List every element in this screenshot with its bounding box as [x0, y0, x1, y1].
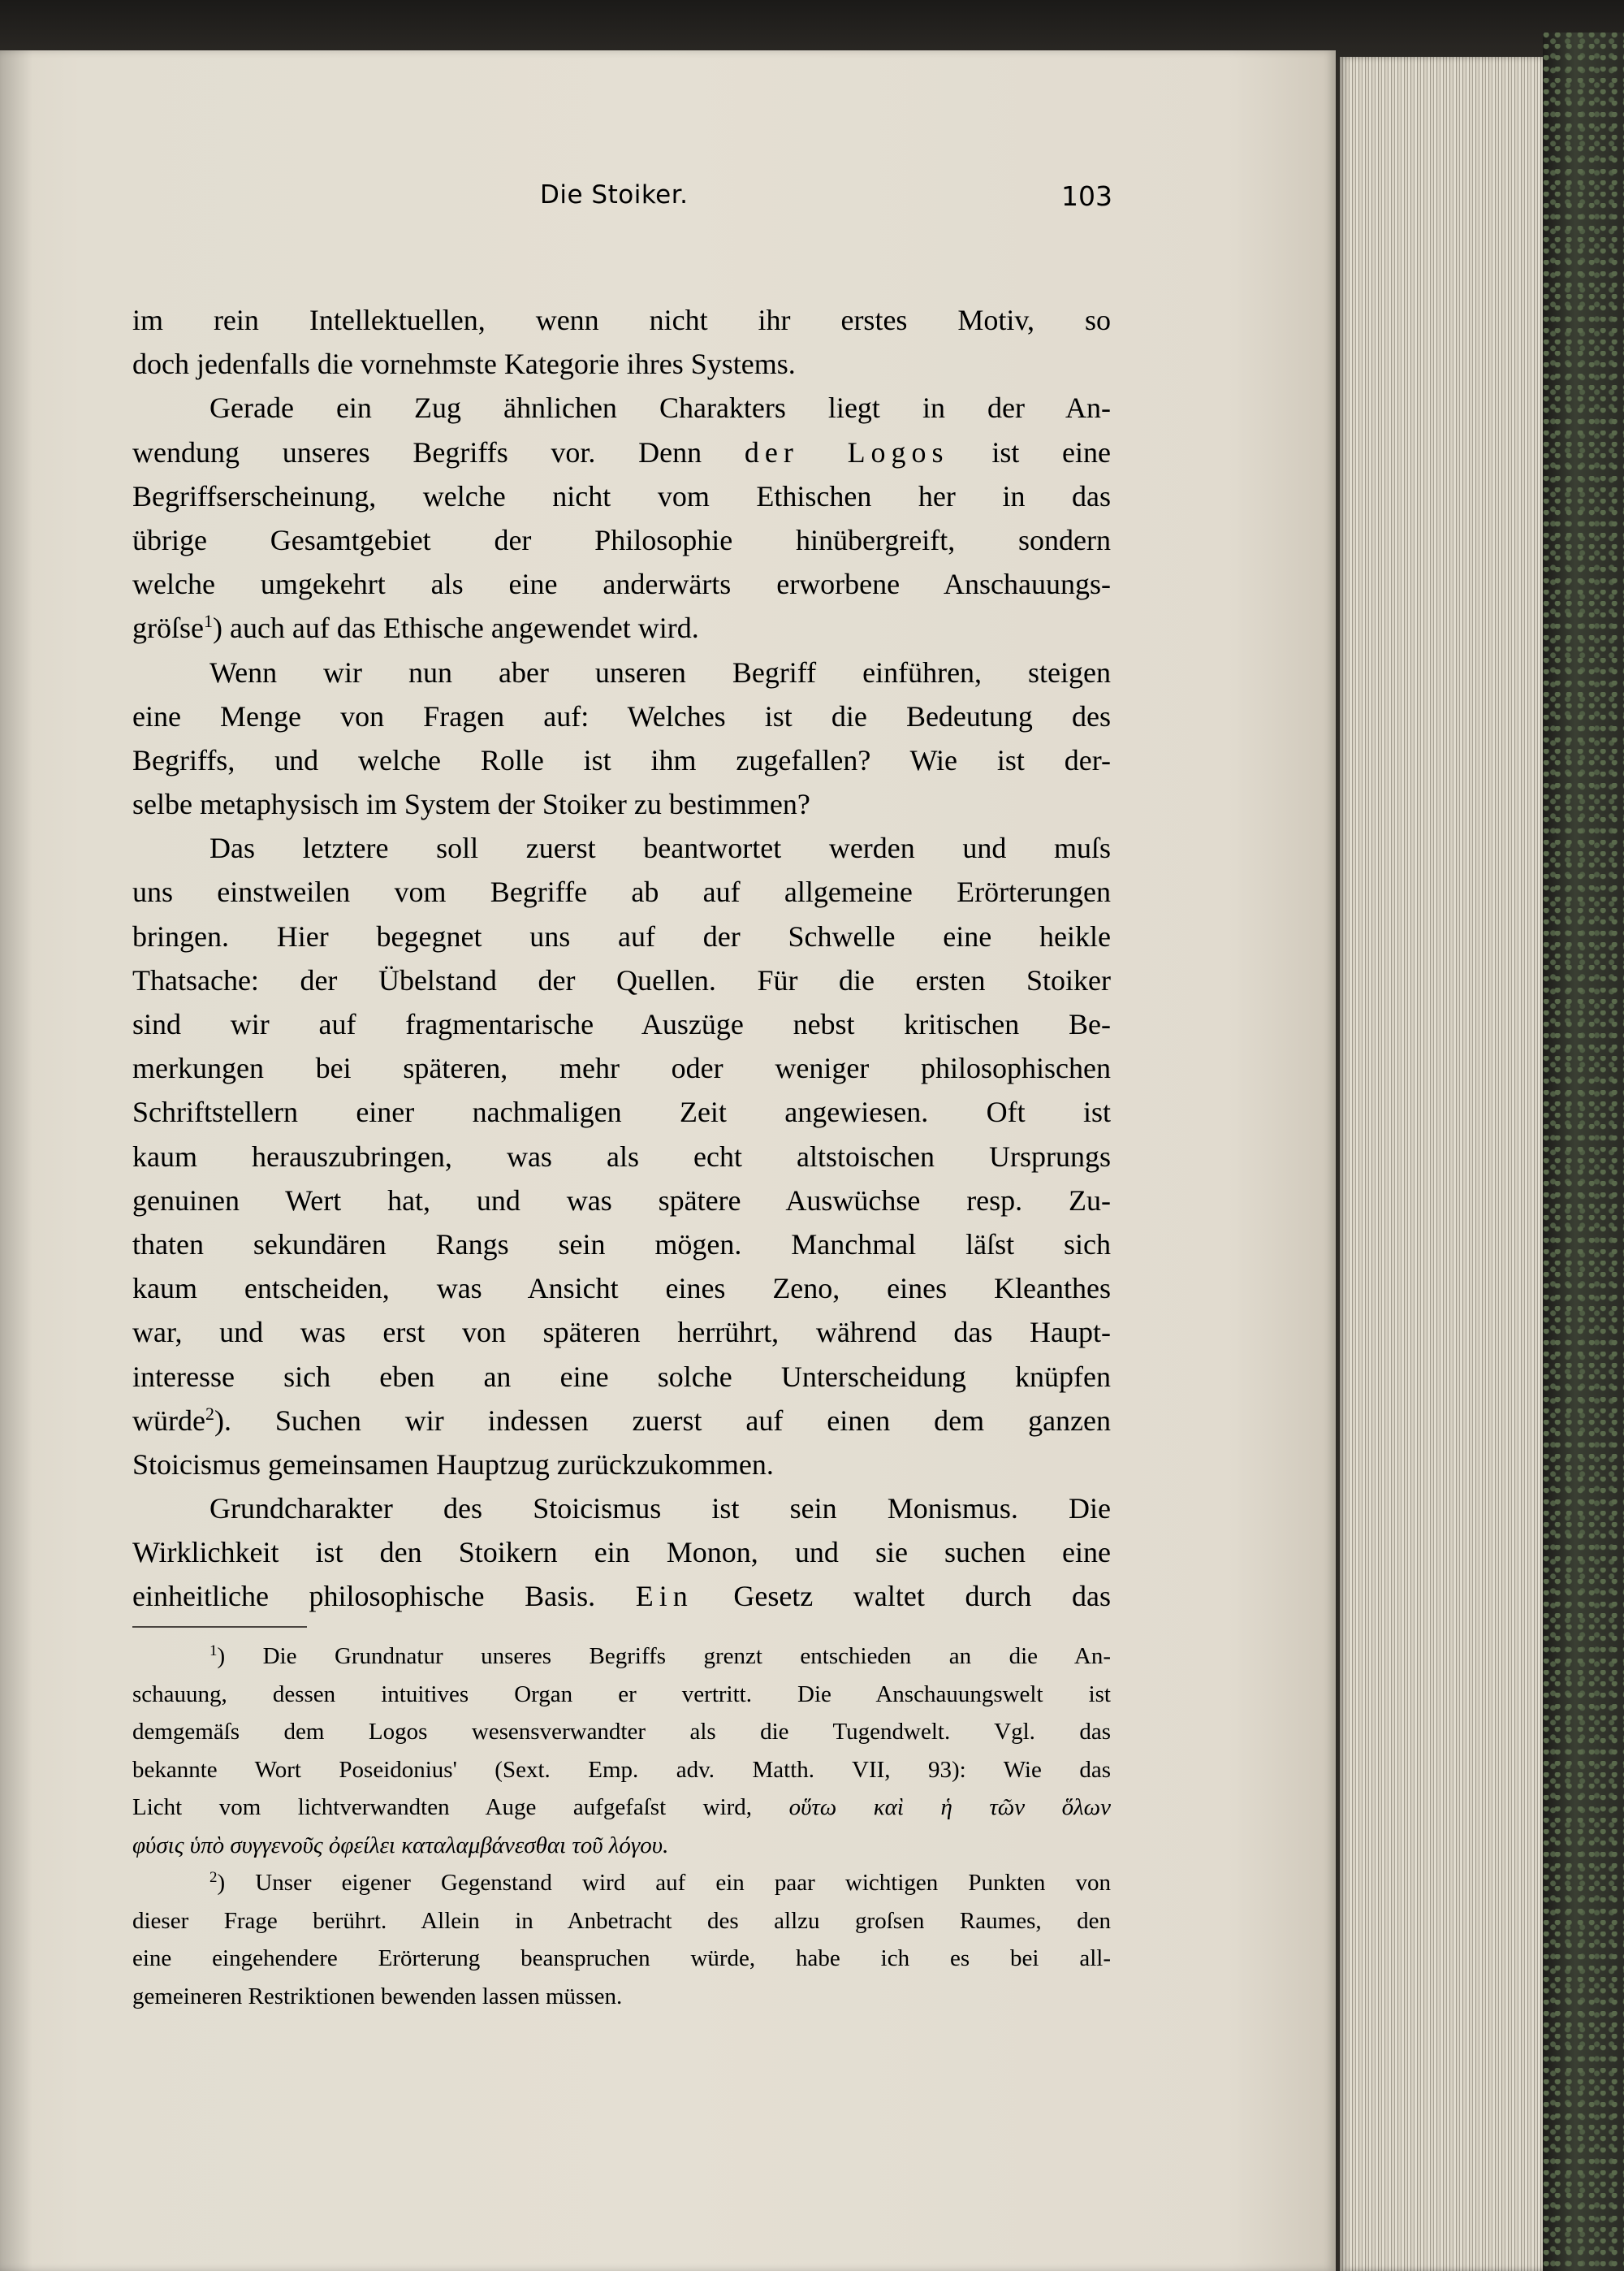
- text-line: thaten sekundären Rangs sein mögen. Manchmal läſst sich: [132, 1227, 1111, 1261]
- text-line: Das letztere soll zuerst beantwortet werden und muſs: [209, 832, 1111, 865]
- paragraph-4: [132, 826, 1111, 1486]
- footnote-mark: 1: [209, 1642, 218, 1659]
- text-fragment: ) Unser eigener Gegenstand wird auf ein paar wichtigen Punkten von: [217, 1870, 1111, 1896]
- footnote-line: bekannte Wort Poseidonius' (Sext. Emp. adv. Matth. VII, 93): Wie das: [132, 1756, 1111, 1783]
- footnote-line: φύσις ὑπὸ συγγενοῦς ὀφείλει καταλαμβάνεσθαι τοῦ λόγου.: [132, 1832, 669, 1858]
- page-number: 103: [1061, 180, 1112, 212]
- footnote-line: [132, 1637, 1111, 1676]
- footnote-line: gemeineren Restriktionen bewenden lassen müssen.: [132, 1983, 623, 2009]
- text-fragment: Gesetz waltet durch das: [733, 1580, 1111, 1613]
- text-line: [132, 430, 1111, 474]
- text-line: war, und was erst von späteren herrührt, während das Haupt-: [132, 1316, 1111, 1349]
- text-fragment: Licht vom lichtverwandten Auge aufgefaſst wird,: [132, 1794, 753, 1820]
- text-fragment: gröſse: [132, 612, 204, 645]
- footnote-mark: 2: [209, 1869, 218, 1886]
- text-line: Gerade ein Zug ähnlichen Charakters liegt in der An-: [209, 391, 1111, 425]
- text-line: Grundcharakter des Stoicismus ist sein Monismus. Die: [209, 1492, 1111, 1525]
- text-line: eine Menge von Fragen auf: Welches ist die Bedeutung des: [132, 699, 1111, 733]
- footnote-line: eine eingehendere Erörterung beanspruchen würde, habe ich es bei all-: [132, 1945, 1111, 1971]
- text-line: Wirklichkeit ist den Stoikern ein Monon, und sie suchen eine: [132, 1536, 1111, 1569]
- text-line: im rein Intellektuellen, wenn nicht ihr erstes Motiv, so: [132, 304, 1111, 336]
- footnote-ref-2[interactable]: 2: [205, 1403, 214, 1424]
- footnote-2: [132, 1864, 1111, 2015]
- emphasis-logos: der Logos: [744, 435, 949, 469]
- text-line: kaum herauszubringen, was als echt altstoischen Ursprungs: [132, 1140, 1111, 1173]
- text-line: [132, 606, 1111, 650]
- footnote-line: dieser Frage berührt. Allein in Anbetracht des allzu groſsen Raumes, den: [132, 1907, 1111, 1934]
- text-line: uns einstweilen vom Begriffe ab auf allgemeine Erörterungen: [132, 876, 1111, 909]
- text-line: Thatsache: der Übelstand der Quellen. Für die ersten Stoiker: [132, 963, 1111, 997]
- paragraph-3: [132, 651, 1111, 827]
- text-line: welche umgekehrt als eine anderwärts erworbene Anschauungs-: [132, 568, 1111, 601]
- book-fore-edge: [1340, 57, 1543, 2271]
- text-line: merkungen bei späteren, mehr oder weniger philosophischen: [132, 1052, 1111, 1085]
- text-line: Wenn wir nun aber unseren Begriff einführen, steigen: [209, 655, 1111, 689]
- text-fragment: ) Die Grundnatur unseres Begriffs grenzt entschieden an die An-: [217, 1643, 1111, 1669]
- footnote-ref-1[interactable]: 1: [203, 611, 213, 632]
- text-line: Begriffs, und welche Rolle ist ihm zugefallen? Wie ist der-: [132, 743, 1111, 776]
- text-line: übrige Gesamtgebiet der Philosophie hinübergreift, sondern: [132, 523, 1111, 556]
- text-line: doch jedenfalls die vornehmste Kategorie ihres Systems.: [132, 348, 796, 381]
- text-line: interesse sich eben an eine solche Unterscheidung knüpfen: [132, 1360, 1111, 1393]
- text-fragment: wendung unseres Begriffs vor. Denn: [132, 435, 702, 469]
- text-line: [132, 1399, 1111, 1443]
- gutter-shadow: [0, 50, 32, 2271]
- paragraph-5: [132, 1486, 1111, 1619]
- text-fragment: ) auch auf das Ethische angewendet wird.: [212, 612, 699, 645]
- text-line: kaum entscheiden, was Ansicht eines Zeno, eines Kleanthes: [132, 1272, 1111, 1305]
- running-title: Die Stoiker.: [540, 180, 689, 210]
- emphasis-ein: Ein: [635, 1580, 693, 1613]
- footnote-line: demgemäſs dem Logos wesensverwandter als die Tugendwelt. Vgl. das: [132, 1719, 1111, 1745]
- running-head: [130, 180, 1112, 229]
- footnotes: [132, 1637, 1111, 2015]
- text-fragment: ). Suchen wir indessen zuerst auf einen dem ganzen: [214, 1404, 1111, 1437]
- text-fragment: einheitliche philosophische Basis.: [132, 1580, 596, 1613]
- footnote-line: schauung, dessen intuitives Organ er vertritt. Die Anschauungswelt ist: [132, 1681, 1111, 1707]
- greek-quote: οὕτω καὶ ἡ τῶν ὅλων: [788, 1794, 1111, 1820]
- footnote-separator: [132, 1626, 307, 1628]
- footnote-1: [132, 1637, 1111, 1864]
- footnote-line: [132, 1789, 1111, 1827]
- text-line: genuinen Wert hat, und was spätere Auswüchse resp. Zu-: [132, 1183, 1111, 1217]
- text-line: bringen. Hier begegnet uns auf der Schwelle eine heikle: [132, 919, 1111, 953]
- main-text: [132, 298, 1111, 1619]
- text-line: [132, 1574, 1111, 1618]
- text-line: Schriftstellern einer nachmaligen Zeit angewiesen. Oft ist: [132, 1096, 1111, 1129]
- text-line: sind wir auf fragmentarische Auszüge nebst kritischen Be-: [132, 1008, 1111, 1040]
- book-cover-edge: [1543, 32, 1624, 2271]
- paragraph-1: [132, 298, 1111, 386]
- text-line: Begriffserscheinung, welche nicht vom Ethischen her in das: [132, 479, 1111, 513]
- footnote-line: [132, 1864, 1111, 1902]
- text-line: Stoicismus gemeinsamen Hauptzug zurückzukommen.: [132, 1447, 774, 1481]
- text-fragment: würde: [132, 1404, 205, 1437]
- text-line: selbe metaphysisch im System der Stoiker zu bestimmen?: [132, 788, 810, 821]
- text-fragment: ist eine: [991, 435, 1111, 469]
- paragraph-2: [132, 386, 1111, 650]
